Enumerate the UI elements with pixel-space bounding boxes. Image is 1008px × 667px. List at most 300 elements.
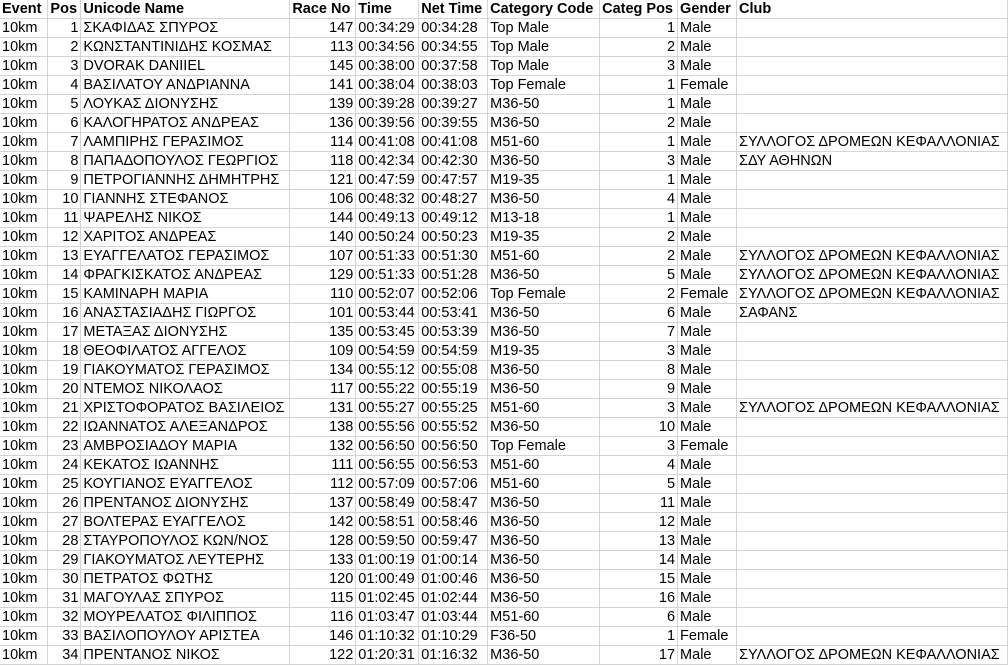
club-cell[interactable]: ΣΑΦΑΝΣ	[736, 304, 1007, 323]
name-cell[interactable]: ΠΕΤΡΟΓΙΑΝΝΗΣ ΔΗΜΗΤΡΗΣ	[81, 171, 290, 190]
category-code-cell[interactable]: M36-50	[488, 494, 600, 513]
gender-cell[interactable]: Male	[678, 361, 737, 380]
time-cell[interactable]: 00:54:59	[356, 342, 419, 361]
club-cell[interactable]	[736, 570, 1007, 589]
pos-cell[interactable]: 27	[48, 513, 81, 532]
event-cell[interactable]: 10km	[0, 608, 48, 627]
net-time-cell[interactable]: 00:49:12	[419, 209, 488, 228]
club-cell[interactable]	[736, 323, 1007, 342]
pos-cell[interactable]: 4	[48, 76, 81, 95]
categ-pos-cell[interactable]: 8	[600, 361, 678, 380]
event-cell[interactable]: 10km	[0, 399, 48, 418]
club-cell[interactable]	[736, 551, 1007, 570]
categ-pos-cell[interactable]: 14	[600, 551, 678, 570]
categ-pos-cell[interactable]: 3	[600, 399, 678, 418]
pos-cell[interactable]: 19	[48, 361, 81, 380]
category-code-cell[interactable]: M36-50	[488, 513, 600, 532]
gender-cell[interactable]: Female	[678, 437, 737, 456]
name-cell[interactable]: ΧΑΡΙΤΟΣ ΑΝΔΡΕΑΣ	[81, 228, 290, 247]
club-cell[interactable]	[736, 76, 1007, 95]
gender-cell[interactable]: Male	[678, 570, 737, 589]
header-club[interactable]: Club	[736, 0, 1007, 19]
net-time-cell[interactable]: 00:56:50	[419, 437, 488, 456]
event-cell[interactable]: 10km	[0, 475, 48, 494]
category-code-cell[interactable]: Top Female	[488, 76, 600, 95]
header-pos[interactable]: Pos	[48, 0, 81, 19]
event-cell[interactable]: 10km	[0, 513, 48, 532]
pos-cell[interactable]: 6	[48, 114, 81, 133]
race-no-cell[interactable]: 120	[290, 570, 356, 589]
category-code-cell[interactable]: Top Female	[488, 437, 600, 456]
pos-cell[interactable]: 14	[48, 266, 81, 285]
race-no-cell[interactable]: 109	[290, 342, 356, 361]
gender-cell[interactable]: Male	[678, 589, 737, 608]
club-cell[interactable]: ΣΥΛΛΟΓΟΣ ΔΡΟΜΕΩΝ ΚΕΦΑΛΛΟΝΙΑΣ	[736, 133, 1007, 152]
net-time-cell[interactable]: 00:34:28	[419, 19, 488, 38]
event-cell[interactable]: 10km	[0, 494, 48, 513]
club-cell[interactable]: ΣΥΛΛΟΓΟΣ ΔΡΟΜΕΩΝ ΚΕΦΑΛΛΟΝΙΑΣ	[736, 399, 1007, 418]
time-cell[interactable]: 00:39:28	[356, 95, 419, 114]
race-no-cell[interactable]: 110	[290, 285, 356, 304]
gender-cell[interactable]: Male	[678, 323, 737, 342]
pos-cell[interactable]: 12	[48, 228, 81, 247]
categ-pos-cell[interactable]: 2	[600, 114, 678, 133]
category-code-cell[interactable]: M36-50	[488, 646, 600, 665]
category-code-cell[interactable]: Top Male	[488, 38, 600, 57]
category-code-cell[interactable]: M19-35	[488, 342, 600, 361]
net-time-cell[interactable]: 00:38:03	[419, 76, 488, 95]
gender-cell[interactable]: Male	[678, 19, 737, 38]
categ-pos-cell[interactable]: 3	[600, 152, 678, 171]
header-net-time[interactable]: Net Time	[419, 0, 488, 19]
event-cell[interactable]: 10km	[0, 114, 48, 133]
gender-cell[interactable]: Male	[678, 266, 737, 285]
name-cell[interactable]: ΑΜΒΡΟΣΙΑΔΟΥ ΜΑΡΙΑ	[81, 437, 290, 456]
name-cell[interactable]: ΒΑΣΙΛΑΤΟΥ ΑΝΔΡΙΑΝΝΑ	[81, 76, 290, 95]
event-cell[interactable]: 10km	[0, 266, 48, 285]
net-time-cell[interactable]: 00:59:47	[419, 532, 488, 551]
gender-cell[interactable]: Male	[678, 57, 737, 76]
club-cell[interactable]	[736, 114, 1007, 133]
event-cell[interactable]: 10km	[0, 152, 48, 171]
race-no-cell[interactable]: 135	[290, 323, 356, 342]
name-cell[interactable]: ΓΙΑΚΟΥΜΑΤΟΣ ΛΕΥΤΕΡΗΣ	[81, 551, 290, 570]
pos-cell[interactable]: 1	[48, 19, 81, 38]
net-time-cell[interactable]: 01:00:46	[419, 570, 488, 589]
club-cell[interactable]	[736, 57, 1007, 76]
net-time-cell[interactable]: 00:50:23	[419, 228, 488, 247]
pos-cell[interactable]: 16	[48, 304, 81, 323]
net-time-cell[interactable]: 01:10:29	[419, 627, 488, 646]
race-no-cell[interactable]: 115	[290, 589, 356, 608]
categ-pos-cell[interactable]: 3	[600, 342, 678, 361]
pos-cell[interactable]: 31	[48, 589, 81, 608]
net-time-cell[interactable]: 00:39:27	[419, 95, 488, 114]
categ-pos-cell[interactable]: 2	[600, 247, 678, 266]
categ-pos-cell[interactable]: 1	[600, 171, 678, 190]
name-cell[interactable]: ΓΙΑΝΝΗΣ ΣΤΕΦΑΝΟΣ	[81, 190, 290, 209]
gender-cell[interactable]: Male	[678, 513, 737, 532]
time-cell[interactable]: 01:03:47	[356, 608, 419, 627]
net-time-cell[interactable]: 01:03:44	[419, 608, 488, 627]
pos-cell[interactable]: 10	[48, 190, 81, 209]
name-cell[interactable]: ΜΟΥΡΕΛΑΤΟΣ ΦΙΛΙΠΠΟΣ	[81, 608, 290, 627]
name-cell[interactable]: ΜΑΓΟΥΛΑΣ ΣΠΥΡΟΣ	[81, 589, 290, 608]
race-no-cell[interactable]: 133	[290, 551, 356, 570]
pos-cell[interactable]: 18	[48, 342, 81, 361]
categ-pos-cell[interactable]: 7	[600, 323, 678, 342]
gender-cell[interactable]: Male	[678, 475, 737, 494]
race-no-cell[interactable]: 145	[290, 57, 356, 76]
time-cell[interactable]: 00:41:08	[356, 133, 419, 152]
event-cell[interactable]: 10km	[0, 456, 48, 475]
category-code-cell[interactable]: M51-60	[488, 475, 600, 494]
pos-cell[interactable]: 11	[48, 209, 81, 228]
net-time-cell[interactable]: 00:55:08	[419, 361, 488, 380]
time-cell[interactable]: 01:10:32	[356, 627, 419, 646]
race-no-cell[interactable]: 122	[290, 646, 356, 665]
time-cell[interactable]: 00:59:50	[356, 532, 419, 551]
categ-pos-cell[interactable]: 10	[600, 418, 678, 437]
club-cell[interactable]: ΣΔΥ ΑΘΗΝΩΝ	[736, 152, 1007, 171]
time-cell[interactable]: 00:39:56	[356, 114, 419, 133]
net-time-cell[interactable]: 00:37:58	[419, 57, 488, 76]
category-code-cell[interactable]: M36-50	[488, 532, 600, 551]
race-no-cell[interactable]: 146	[290, 627, 356, 646]
time-cell[interactable]: 00:34:56	[356, 38, 419, 57]
race-no-cell[interactable]: 134	[290, 361, 356, 380]
category-code-cell[interactable]: M19-35	[488, 228, 600, 247]
category-code-cell[interactable]: M36-50	[488, 114, 600, 133]
time-cell[interactable]: 00:38:00	[356, 57, 419, 76]
header-event[interactable]: Event	[0, 0, 48, 19]
net-time-cell[interactable]: 00:57:06	[419, 475, 488, 494]
name-cell[interactable]: ΝΤΕΜΟΣ ΝΙΚΟΛΑΟΣ	[81, 380, 290, 399]
gender-cell[interactable]: Male	[678, 228, 737, 247]
header-time[interactable]: Time	[356, 0, 419, 19]
time-cell[interactable]: 00:52:07	[356, 285, 419, 304]
header-categ-pos[interactable]: Categ Pos	[600, 0, 678, 19]
category-code-cell[interactable]: M51-60	[488, 456, 600, 475]
time-cell[interactable]: 00:55:12	[356, 361, 419, 380]
name-cell[interactable]: ΙΩΑΝΝΑΤΟΣ ΑΛΕΞΑΝΔΡΟΣ	[81, 418, 290, 437]
gender-cell[interactable]: Male	[678, 171, 737, 190]
name-cell[interactable]: ΘΕΟΦΙΛΑΤΟΣ ΑΓΓΕΛΟΣ	[81, 342, 290, 361]
race-no-cell[interactable]: 121	[290, 171, 356, 190]
pos-cell[interactable]: 21	[48, 399, 81, 418]
club-cell[interactable]	[736, 19, 1007, 38]
time-cell[interactable]: 00:53:44	[356, 304, 419, 323]
gender-cell[interactable]: Male	[678, 190, 737, 209]
gender-cell[interactable]: Male	[678, 38, 737, 57]
gender-cell[interactable]: Male	[678, 152, 737, 171]
category-code-cell[interactable]: M51-60	[488, 399, 600, 418]
categ-pos-cell[interactable]: 1	[600, 76, 678, 95]
gender-cell[interactable]: Male	[678, 380, 737, 399]
club-cell[interactable]	[736, 190, 1007, 209]
event-cell[interactable]: 10km	[0, 589, 48, 608]
category-code-cell[interactable]: F36-50	[488, 627, 600, 646]
event-cell[interactable]: 10km	[0, 95, 48, 114]
race-no-cell[interactable]: 114	[290, 133, 356, 152]
time-cell[interactable]: 01:00:19	[356, 551, 419, 570]
event-cell[interactable]: 10km	[0, 437, 48, 456]
pos-cell[interactable]: 32	[48, 608, 81, 627]
name-cell[interactable]: ΑΝΑΣΤΑΣΙΑΔΗΣ ΓΙΩΡΓΟΣ	[81, 304, 290, 323]
categ-pos-cell[interactable]: 1	[600, 133, 678, 152]
name-cell[interactable]: ΚΑΜΙΝΑΡΗ ΜΑΡΙΑ	[81, 285, 290, 304]
club-cell[interactable]	[736, 418, 1007, 437]
time-cell[interactable]: 00:58:49	[356, 494, 419, 513]
gender-cell[interactable]: Male	[678, 209, 737, 228]
time-cell[interactable]: 00:55:56	[356, 418, 419, 437]
event-cell[interactable]: 10km	[0, 551, 48, 570]
event-cell[interactable]: 10km	[0, 361, 48, 380]
pos-cell[interactable]: 15	[48, 285, 81, 304]
net-time-cell[interactable]: 00:58:47	[419, 494, 488, 513]
pos-cell[interactable]: 9	[48, 171, 81, 190]
header-category-code[interactable]: Category Code	[488, 0, 600, 19]
categ-pos-cell[interactable]: 2	[600, 38, 678, 57]
categ-pos-cell[interactable]: 1	[600, 95, 678, 114]
name-cell[interactable]: ΣΚΑΦΙΔΑΣ ΣΠΥΡΟΣ	[81, 19, 290, 38]
race-no-cell[interactable]: 132	[290, 437, 356, 456]
race-no-cell[interactable]: 142	[290, 513, 356, 532]
club-cell[interactable]: ΣΥΛΛΟΓΟΣ ΔΡΟΜΕΩΝ ΚΕΦΑΛΛΟΝΙΑΣ	[736, 247, 1007, 266]
header-unicode-name[interactable]: Unicode Name	[81, 0, 290, 19]
name-cell[interactable]: ΛΑΜΠΙΡΗΣ ΓΕΡΑΣΙΜΟΣ	[81, 133, 290, 152]
categ-pos-cell[interactable]: 3	[600, 437, 678, 456]
name-cell[interactable]: ΚΟΥΓΙΑΝΟΣ ΕΥΑΓΓΕΛΟΣ	[81, 475, 290, 494]
name-cell[interactable]: ΒΟΛΤΕΡΑΣ ΕΥΑΓΓΕΛΟΣ	[81, 513, 290, 532]
category-code-cell[interactable]: M36-50	[488, 380, 600, 399]
category-code-cell[interactable]: M36-50	[488, 551, 600, 570]
event-cell[interactable]: 10km	[0, 190, 48, 209]
gender-cell[interactable]: Male	[678, 399, 737, 418]
time-cell[interactable]: 00:38:04	[356, 76, 419, 95]
time-cell[interactable]: 00:56:50	[356, 437, 419, 456]
time-cell[interactable]: 00:55:27	[356, 399, 419, 418]
category-code-cell[interactable]: M51-60	[488, 247, 600, 266]
categ-pos-cell[interactable]: 4	[600, 456, 678, 475]
categ-pos-cell[interactable]: 4	[600, 190, 678, 209]
event-cell[interactable]: 10km	[0, 342, 48, 361]
event-cell[interactable]: 10km	[0, 532, 48, 551]
event-cell[interactable]: 10km	[0, 76, 48, 95]
club-cell[interactable]: ΣΥΛΛΟΓΟΣ ΔΡΟΜΕΩΝ ΚΕΦΑΛΛΟΝΙΑΣ	[736, 646, 1007, 665]
net-time-cell[interactable]: 00:55:52	[419, 418, 488, 437]
gender-cell[interactable]: Female	[678, 627, 737, 646]
time-cell[interactable]: 00:34:29	[356, 19, 419, 38]
pos-cell[interactable]: 20	[48, 380, 81, 399]
categ-pos-cell[interactable]: 1	[600, 19, 678, 38]
race-no-cell[interactable]: 112	[290, 475, 356, 494]
club-cell[interactable]	[736, 380, 1007, 399]
gender-cell[interactable]: Male	[678, 646, 737, 665]
categ-pos-cell[interactable]: 5	[600, 266, 678, 285]
categ-pos-cell[interactable]: 13	[600, 532, 678, 551]
club-cell[interactable]	[736, 209, 1007, 228]
race-no-cell[interactable]: 106	[290, 190, 356, 209]
gender-cell[interactable]: Male	[678, 456, 737, 475]
gender-cell[interactable]: Male	[678, 304, 737, 323]
pos-cell[interactable]: 24	[48, 456, 81, 475]
race-no-cell[interactable]: 128	[290, 532, 356, 551]
net-time-cell[interactable]: 00:34:55	[419, 38, 488, 57]
categ-pos-cell[interactable]: 12	[600, 513, 678, 532]
category-code-cell[interactable]: M36-50	[488, 266, 600, 285]
event-cell[interactable]: 10km	[0, 304, 48, 323]
gender-cell[interactable]: Male	[678, 608, 737, 627]
event-cell[interactable]: 10km	[0, 285, 48, 304]
time-cell[interactable]: 00:48:32	[356, 190, 419, 209]
race-no-cell[interactable]: 137	[290, 494, 356, 513]
net-time-cell[interactable]: 01:02:44	[419, 589, 488, 608]
category-code-cell[interactable]: M36-50	[488, 589, 600, 608]
net-time-cell[interactable]: 01:00:14	[419, 551, 488, 570]
name-cell[interactable]: ΨΑΡΕΛΗΣ ΝΙΚΟΣ	[81, 209, 290, 228]
time-cell[interactable]: 00:42:34	[356, 152, 419, 171]
category-code-cell[interactable]: Top Male	[488, 57, 600, 76]
categ-pos-cell[interactable]: 3	[600, 57, 678, 76]
club-cell[interactable]: ΣΥΛΛΟΓΟΣ ΔΡΟΜΕΩΝ ΚΕΦΑΛΛΟΝΙΑΣ	[736, 266, 1007, 285]
net-time-cell[interactable]: 00:54:59	[419, 342, 488, 361]
event-cell[interactable]: 10km	[0, 133, 48, 152]
time-cell[interactable]: 00:58:51	[356, 513, 419, 532]
gender-cell[interactable]: Male	[678, 418, 737, 437]
name-cell[interactable]: ΠΕΤΡΑΤΟΣ ΦΩΤΗΣ	[81, 570, 290, 589]
pos-cell[interactable]: 8	[48, 152, 81, 171]
club-cell[interactable]	[736, 513, 1007, 532]
club-cell[interactable]	[736, 361, 1007, 380]
category-code-cell[interactable]: M36-50	[488, 323, 600, 342]
net-time-cell[interactable]: 00:47:57	[419, 171, 488, 190]
pos-cell[interactable]: 22	[48, 418, 81, 437]
category-code-cell[interactable]: M36-50	[488, 361, 600, 380]
event-cell[interactable]: 10km	[0, 570, 48, 589]
net-time-cell[interactable]: 00:56:53	[419, 456, 488, 475]
race-no-cell[interactable]: 117	[290, 380, 356, 399]
event-cell[interactable]: 10km	[0, 418, 48, 437]
category-code-cell[interactable]: M36-50	[488, 304, 600, 323]
name-cell[interactable]: ΣΤΑΥΡΟΠΟΥΛΟΣ ΚΩΝ/ΝΟΣ	[81, 532, 290, 551]
pos-cell[interactable]: 30	[48, 570, 81, 589]
categ-pos-cell[interactable]: 5	[600, 475, 678, 494]
categ-pos-cell[interactable]: 2	[600, 285, 678, 304]
race-no-cell[interactable]: 136	[290, 114, 356, 133]
time-cell[interactable]: 00:57:09	[356, 475, 419, 494]
category-code-cell[interactable]: Top Female	[488, 285, 600, 304]
name-cell[interactable]: ΚΕΚΑΤΟΣ ΙΩΑΝΝΗΣ	[81, 456, 290, 475]
net-time-cell[interactable]: 00:58:46	[419, 513, 488, 532]
time-cell[interactable]: 01:02:45	[356, 589, 419, 608]
race-no-cell[interactable]: 140	[290, 228, 356, 247]
categ-pos-cell[interactable]: 2	[600, 228, 678, 247]
event-cell[interactable]: 10km	[0, 646, 48, 665]
categ-pos-cell[interactable]: 6	[600, 304, 678, 323]
net-time-cell[interactable]: 00:39:55	[419, 114, 488, 133]
pos-cell[interactable]: 28	[48, 532, 81, 551]
time-cell[interactable]: 01:00:49	[356, 570, 419, 589]
gender-cell[interactable]: Male	[678, 551, 737, 570]
pos-cell[interactable]: 23	[48, 437, 81, 456]
net-time-cell[interactable]: 00:55:25	[419, 399, 488, 418]
net-time-cell[interactable]: 00:42:30	[419, 152, 488, 171]
net-time-cell[interactable]: 01:16:32	[419, 646, 488, 665]
header-race-no[interactable]: Race No	[290, 0, 356, 19]
club-cell[interactable]	[736, 589, 1007, 608]
pos-cell[interactable]: 25	[48, 475, 81, 494]
category-code-cell[interactable]: M36-50	[488, 190, 600, 209]
club-cell[interactable]	[736, 627, 1007, 646]
pos-cell[interactable]: 29	[48, 551, 81, 570]
club-cell[interactable]	[736, 494, 1007, 513]
name-cell[interactable]: ΧΡΙΣΤΟΦΟΡΑΤΟΣ ΒΑΣΙΛΕΙΟΣ	[81, 399, 290, 418]
race-no-cell[interactable]: 107	[290, 247, 356, 266]
gender-cell[interactable]: Male	[678, 494, 737, 513]
name-cell[interactable]: ΠΑΠΑΔΟΠΟΥΛΟΣ ΓΕΩΡΓΙΟΣ	[81, 152, 290, 171]
race-no-cell[interactable]: 144	[290, 209, 356, 228]
race-no-cell[interactable]: 141	[290, 76, 356, 95]
categ-pos-cell[interactable]: 16	[600, 589, 678, 608]
gender-cell[interactable]: Male	[678, 247, 737, 266]
pos-cell[interactable]: 2	[48, 38, 81, 57]
header-gender[interactable]: Gender	[678, 0, 737, 19]
categ-pos-cell[interactable]: 11	[600, 494, 678, 513]
name-cell[interactable]: ΠΡΕΝΤΑΝΟΣ ΔΙΟΝΥΣΗΣ	[81, 494, 290, 513]
name-cell[interactable]: ΦΡΑΓΚΙΣΚΑΤΟΣ ΑΝΔΡΕΑΣ	[81, 266, 290, 285]
name-cell[interactable]: ΓΙΑΚΟΥΜΑΤΟΣ ΓΕΡΑΣΙΜΟΣ	[81, 361, 290, 380]
race-no-cell[interactable]: 139	[290, 95, 356, 114]
time-cell[interactable]: 00:51:33	[356, 266, 419, 285]
category-code-cell[interactable]: M36-50	[488, 418, 600, 437]
club-cell[interactable]	[736, 475, 1007, 494]
name-cell[interactable]: ΠΡΕΝΤΑΝΟΣ ΝΙΚΟΣ	[81, 646, 290, 665]
net-time-cell[interactable]: 00:52:06	[419, 285, 488, 304]
name-cell[interactable]: ΛΟΥΚΑΣ ΔΙΟΝΥΣΗΣ	[81, 95, 290, 114]
net-time-cell[interactable]: 00:51:30	[419, 247, 488, 266]
net-time-cell[interactable]: 00:48:27	[419, 190, 488, 209]
event-cell[interactable]: 10km	[0, 380, 48, 399]
race-no-cell[interactable]: 113	[290, 38, 356, 57]
net-time-cell[interactable]: 00:41:08	[419, 133, 488, 152]
name-cell[interactable]: ΚΑΛΟΓΗΡΑΤΟΣ ΑΝΔΡΕΑΣ	[81, 114, 290, 133]
name-cell[interactable]: ΕΥΑΓΓΕΛΑΤΟΣ ΓΕΡΑΣΙΜΟΣ	[81, 247, 290, 266]
categ-pos-cell[interactable]: 15	[600, 570, 678, 589]
club-cell[interactable]	[736, 437, 1007, 456]
categ-pos-cell[interactable]: 17	[600, 646, 678, 665]
club-cell[interactable]	[736, 38, 1007, 57]
event-cell[interactable]: 10km	[0, 323, 48, 342]
race-no-cell[interactable]: 101	[290, 304, 356, 323]
club-cell[interactable]: ΣΥΛΛΟΓΟΣ ΔΡΟΜΕΩΝ ΚΕΦΑΛΛΟΝΙΑΣ	[736, 285, 1007, 304]
categ-pos-cell[interactable]: 1	[600, 627, 678, 646]
pos-cell[interactable]: 33	[48, 627, 81, 646]
gender-cell[interactable]: Male	[678, 114, 737, 133]
club-cell[interactable]	[736, 171, 1007, 190]
race-no-cell[interactable]: 138	[290, 418, 356, 437]
event-cell[interactable]: 10km	[0, 209, 48, 228]
time-cell[interactable]: 00:51:33	[356, 247, 419, 266]
club-cell[interactable]	[736, 456, 1007, 475]
gender-cell[interactable]: Male	[678, 95, 737, 114]
net-time-cell[interactable]: 00:53:41	[419, 304, 488, 323]
category-code-cell[interactable]: M51-60	[488, 133, 600, 152]
time-cell[interactable]: 00:55:22	[356, 380, 419, 399]
net-time-cell[interactable]: 00:55:19	[419, 380, 488, 399]
race-no-cell[interactable]: 129	[290, 266, 356, 285]
race-no-cell[interactable]: 116	[290, 608, 356, 627]
